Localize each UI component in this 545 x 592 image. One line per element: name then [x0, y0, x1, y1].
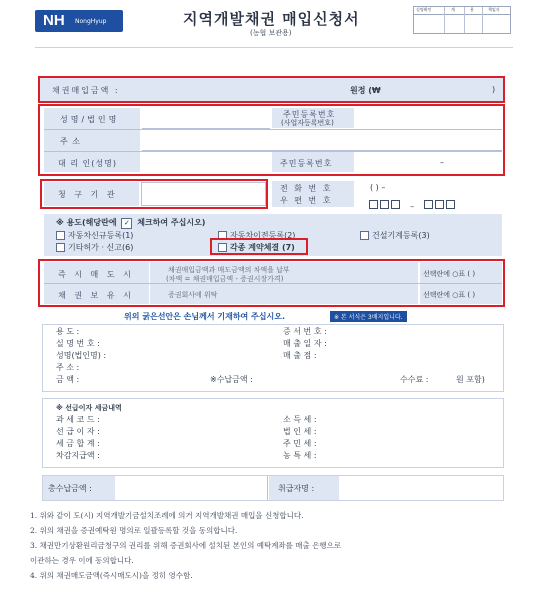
sale-row2-text: 증권회사에 위탁 [168, 291, 218, 299]
purchase-won: 원정 (₩ [350, 86, 381, 95]
rrn-label: 주민등록번호 [283, 110, 336, 119]
bank-fields [42, 324, 504, 392]
note-2: 2. 위의 채권을 증권예탁원 명의로 일괄등록할 것을 동의합니다. [30, 526, 238, 535]
phone-value: ( ) – [370, 183, 386, 192]
tax-title: ※ 선급이자 세금내역 [56, 404, 122, 412]
highlight-purchase [38, 76, 505, 103]
zip-boxes [368, 194, 456, 213]
tax-right: 소 득 세 : 법 인 세 : 주 민 세 : 농 특 세 : [283, 415, 317, 460]
note-3b: 이관하는 경우 이에 동의합니다. [30, 556, 134, 565]
approval-3: 용 [470, 7, 474, 12]
rrn-sub: (사업자등록번호) [281, 119, 334, 127]
bank-left: 용 도 : 실 명 번 호 : 성명(법인명) : 주 소 : 금 액 : [56, 327, 107, 384]
highlight-agency [40, 179, 268, 209]
purpose-item-7[interactable]: 각종 계약체결 (7) [218, 242, 295, 253]
note-4: 4. 위의 채권매도금액(즉시매도시)을 정히 영수함. [30, 571, 193, 580]
total-row [42, 475, 504, 501]
sale-row1-text-b: (차액 = 채권매입금액 - 증권시장가격) [166, 275, 284, 283]
page-subtitle: (농협 보관용) [250, 29, 292, 37]
agent-label: 대 리 인(성명) [58, 159, 117, 168]
name-label: 성명/법인명 [60, 115, 120, 124]
approval-box [413, 6, 511, 34]
sale-row2-select[interactable]: 선택란에 ○표 ( ) [423, 291, 476, 299]
zip-dash: – [410, 202, 415, 211]
highlight-contract [210, 238, 308, 255]
logo-block [35, 10, 123, 32]
fee-tail: 원 포함) [456, 375, 485, 384]
notice-badge: ※ 본 서식은 3배지입니다. [330, 311, 407, 322]
approval-4: 책임자 [488, 7, 500, 12]
checkbox-icon[interactable] [360, 231, 369, 240]
fee-label: 수수료 : [400, 375, 429, 384]
sale-row1-label: 즉 시 매 도 시 [58, 270, 134, 279]
phone-label: 전 화 번 호 [280, 184, 333, 193]
note-3: 3. 채권만기상환원리금청구의 권리를 위해 증권회사에 설치된 본인의 예탁계좌를 매출 은행으로 [30, 541, 342, 550]
logo-sub: NongHyup [75, 18, 107, 25]
agent-rrn-label: 주민등록번호 [280, 159, 333, 168]
check-icon: ✓ [121, 218, 132, 229]
purpose-item-6[interactable]: 기타허가 · 신고(6) [56, 242, 133, 253]
checkbox-icon[interactable] [56, 231, 65, 240]
highlight-applicant [38, 104, 505, 176]
address-label: 주 소 [60, 137, 81, 146]
agent-rrn-value: – [440, 158, 444, 167]
purpose-title: ※ 용도(해당란에 ✓ 체크하여 주십시오) [56, 218, 206, 227]
approval-2: 계 [451, 7, 455, 12]
footer-notes [30, 508, 341, 583]
logo-text: NH [43, 12, 65, 29]
agency-label: 청 구 기 관 [58, 190, 118, 199]
purpose-item-3[interactable]: 건설기계등록(3) [360, 230, 430, 241]
sale-row1-text-a: 채권매입금액과 매도금액의 차액을 납부 [168, 266, 290, 274]
purpose-item-1[interactable]: 자동차신규등록(1) [56, 230, 133, 241]
highlight-sale [38, 259, 505, 307]
sale-row2-label: 채 권 보 유 시 [58, 291, 134, 300]
receipt-label: ※수납금액 : [210, 375, 253, 384]
purchase-label: 채권매입금액 : [52, 86, 120, 95]
header [35, 8, 515, 42]
sale-row1-select[interactable]: 선택란에 ○표 ( ) [423, 270, 476, 278]
checkbox-icon[interactable] [56, 243, 65, 252]
zip-label: 우 편 번 호 [280, 196, 333, 205]
handler-label: 취급자명 : [278, 484, 315, 493]
approval-1: 실명확인 [416, 7, 432, 12]
note-1: 1. 위와 같이 도(시) 지역개발기금설치조례에 의거 지역개발채권 매입을 신청합니다. [30, 511, 304, 520]
total-label: 총수납금액 : [48, 484, 92, 493]
purchase-close: ) [492, 85, 496, 94]
tax-left: 과 세 코 드 : 선 급 이 자 : 세 금 합 계 : 차감지급액 : [56, 415, 100, 460]
page-title: 지역개발채권 매입신청서 [183, 10, 360, 28]
bank-right: 증 서 번 호 : 매 출 일 자 : 매 출 점 : [283, 327, 327, 360]
notice-text: 위의 굵은선안은 손님께서 기재하여 주십시오. [124, 312, 286, 321]
purpose-item-2[interactable]: 자동차이전등록(2) [218, 230, 295, 241]
